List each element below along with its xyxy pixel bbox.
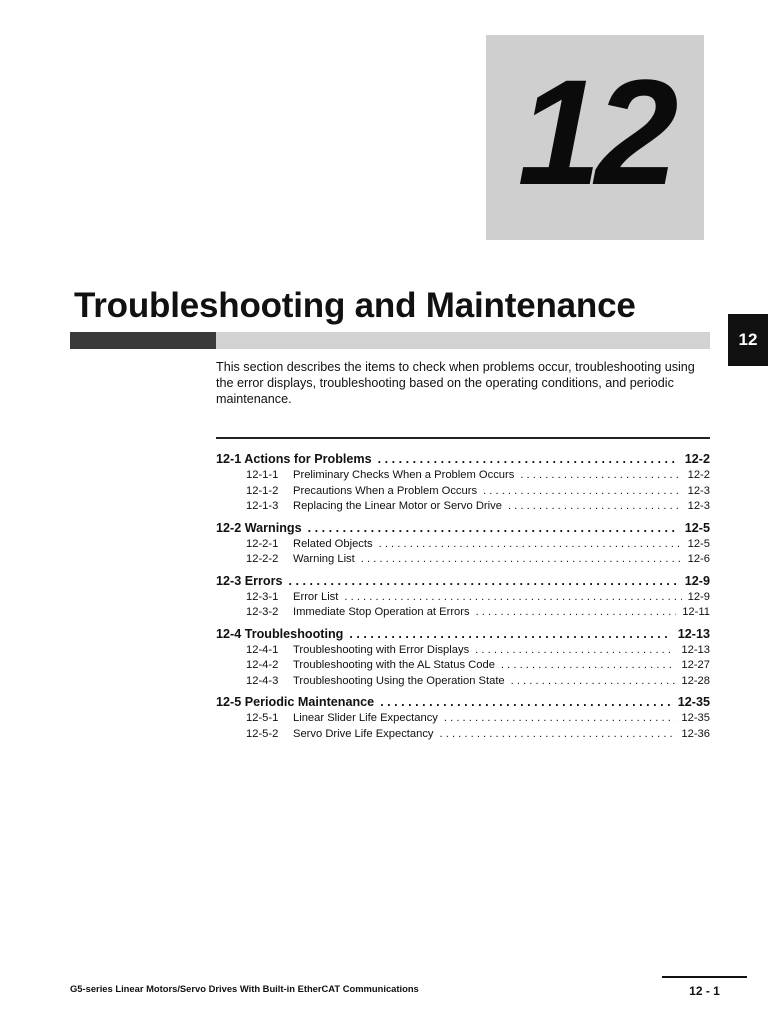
toc-section — [216, 693, 710, 742]
toc-subentry[interactable] — [216, 484, 710, 500]
toc-section — [216, 572, 710, 621]
toc-leader — [379, 537, 682, 553]
toc-subentry-label: Troubleshooting Using the Operation State — [293, 674, 505, 687]
toc-subentry-page: 12-9 — [687, 590, 710, 603]
toc-leader — [508, 499, 682, 515]
toc-subentry[interactable] — [216, 499, 710, 515]
toc-subentry-number: 12-4-3 — [246, 674, 279, 687]
toc-subentry[interactable] — [216, 537, 710, 553]
toc-subentry-label: Warning List — [293, 553, 355, 565]
title-underline-dark — [70, 332, 216, 349]
toc-subentry[interactable] — [216, 658, 710, 674]
toc-subentry-page: 12-3 — [687, 484, 710, 497]
toc-leader — [289, 572, 679, 590]
toc-subentry-number: 12-3-2 — [246, 606, 279, 618]
toc-subentry-number: 12-2-1 — [246, 537, 279, 550]
toc-subentry-number: 12-1-3 — [246, 500, 279, 512]
toc-leader — [344, 590, 681, 606]
chapter-number: 12 — [517, 48, 673, 216]
toc-leader — [483, 484, 682, 500]
toc-leader — [440, 727, 676, 743]
toc-leader — [308, 519, 679, 537]
toc-leader — [520, 468, 681, 484]
toc-subentry-number: 12-2-2 — [246, 553, 279, 565]
toc-subentry-label: Error List — [293, 590, 339, 603]
toc-section — [216, 450, 710, 515]
toc-subentry-number: 12-4-2 — [246, 659, 279, 671]
chapter-side-tab: 12 — [728, 314, 768, 366]
toc-subentry[interactable] — [216, 674, 710, 690]
toc-section — [216, 625, 710, 690]
toc-entry-page: 12-35 — [677, 695, 710, 709]
toc-leader — [378, 450, 679, 468]
toc-entry-page: 12-13 — [677, 626, 710, 641]
toc-entry-label: 12-4 Troubleshooting — [216, 626, 344, 641]
toc-subentry-page: 12-36 — [681, 727, 710, 740]
footer-text: G5-series Linear Motors/Servo Drives With Built-in EtherCAT Communications — [70, 983, 419, 994]
toc-subentry-number: 12-3-1 — [246, 590, 279, 603]
toc-subentry[interactable] — [216, 711, 710, 727]
toc-subentry-page: 12-27 — [681, 659, 710, 671]
toc-leader — [511, 674, 676, 690]
toc-section — [216, 519, 710, 568]
toc-subentry-number: 12-5-2 — [246, 727, 279, 740]
toc-entry[interactable] — [216, 450, 710, 468]
toc-subentry-number: 12-5-1 — [246, 712, 279, 724]
toc-subentry-page: 12-3 — [687, 500, 710, 512]
footer-rule — [662, 976, 747, 978]
toc-divider — [216, 437, 710, 439]
toc-subentry[interactable] — [216, 590, 710, 606]
toc-leader — [349, 625, 671, 643]
table-of-contents — [216, 450, 710, 746]
toc-subentry[interactable] — [216, 643, 710, 659]
toc-subentry-label: Preliminary Checks When a Problem Occurs — [293, 469, 515, 481]
chapter-number-box — [486, 35, 704, 240]
toc-entry-page: 12-2 — [684, 452, 710, 466]
toc-leader — [475, 643, 675, 659]
toc-subentry-number: 12-4-1 — [246, 643, 279, 656]
toc-entry-page: 12-9 — [684, 573, 710, 588]
toc-entry-label: 12-2 Warnings — [216, 520, 302, 535]
toc-entry-page: 12-5 — [684, 520, 710, 535]
toc-leader — [380, 693, 672, 711]
toc-leader — [501, 658, 675, 674]
toc-subentry-page: 12-13 — [681, 643, 710, 656]
toc-subentry-page: 12-2 — [687, 469, 710, 481]
toc-entry-label: 12-3 Errors — [216, 573, 283, 588]
toc-subentry-page: 12-5 — [687, 537, 710, 550]
toc-subentry-page: 12-6 — [687, 553, 710, 565]
toc-entry[interactable] — [216, 693, 710, 711]
toc-subentry-label: Precautions When a Problem Occurs — [293, 484, 478, 497]
toc-leader — [476, 605, 677, 621]
page-number: 12 - 1 — [689, 984, 720, 998]
toc-subentry[interactable] — [216, 727, 710, 743]
toc-subentry-number: 12-1-1 — [246, 469, 279, 481]
toc-entry[interactable] — [216, 519, 710, 537]
toc-entry-label: 12-5 Periodic Maintenance — [216, 695, 375, 709]
toc-subentry-label: Related Objects — [293, 537, 373, 550]
toc-subentry-label: Troubleshooting with Error Displays — [293, 643, 470, 656]
toc-subentry-label: Troubleshooting with the AL Status Code — [293, 659, 495, 671]
toc-subentry-label: Replacing the Linear Motor or Servo Drive — [293, 500, 502, 512]
toc-subentry-label: Immediate Stop Operation at Errors — [293, 606, 470, 618]
toc-subentry[interactable] — [216, 468, 710, 484]
toc-subentry[interactable] — [216, 552, 710, 568]
toc-subentry[interactable] — [216, 605, 710, 621]
title-underline-light — [216, 332, 710, 349]
toc-subentry-page: 12-28 — [681, 674, 710, 687]
toc-subentry-label: Linear Slider Life Expectancy — [293, 712, 438, 724]
toc-entry[interactable] — [216, 572, 710, 590]
toc-subentry-number: 12-1-2 — [246, 484, 279, 497]
toc-subentry-page: 12-35 — [681, 712, 710, 724]
section-intro: This section describes the items to check when problems occur, troubleshooting using the error displays, troubleshooting based on the operating conditions, and periodic maintenance. — [216, 360, 695, 406]
page-title: Troubleshooting and Maintenance — [74, 286, 636, 325]
toc-subentry-label: Servo Drive Life Expectancy — [293, 727, 434, 740]
toc-entry[interactable] — [216, 625, 710, 643]
toc-leader — [361, 552, 682, 568]
toc-subentry-page: 12-11 — [682, 606, 710, 618]
toc-leader — [444, 711, 675, 727]
toc-entry-label: 12-1 Actions for Problems — [216, 452, 372, 466]
